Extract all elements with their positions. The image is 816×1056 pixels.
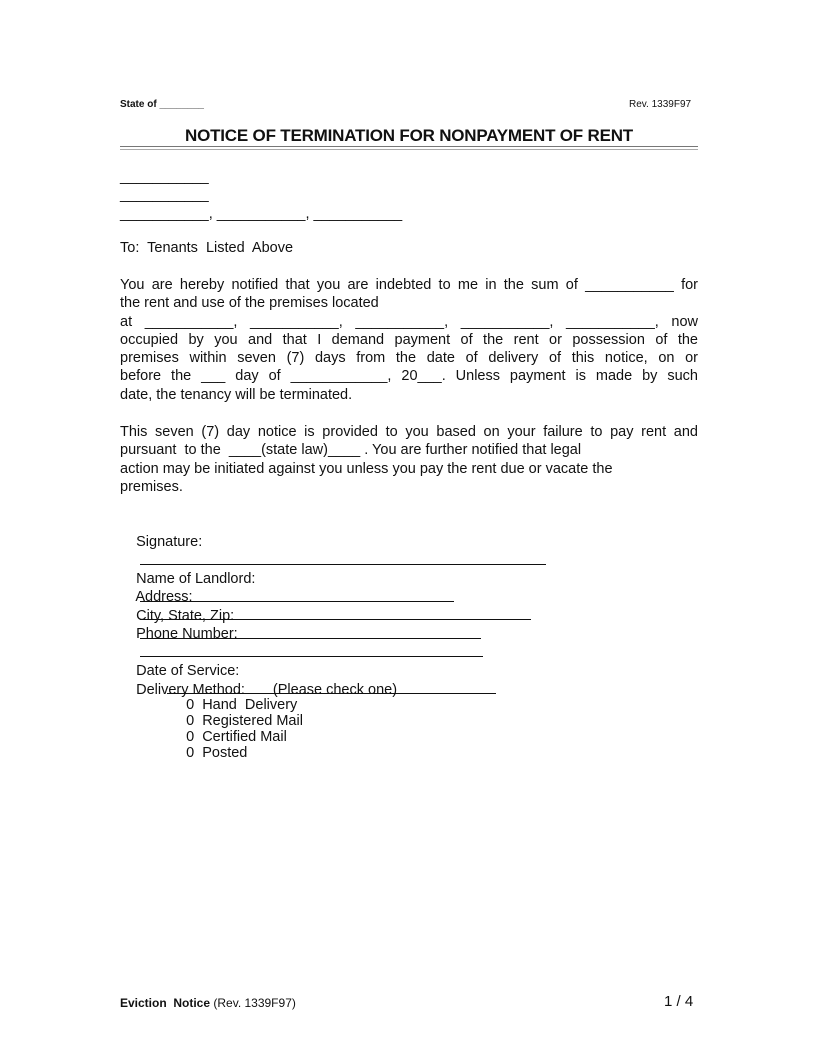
paragraph-line: before the ___ day of ____________, 20___. Unless payment is made by such bbox=[120, 368, 698, 385]
paragraph-line: premises. bbox=[120, 478, 183, 495]
address-line: ___________ bbox=[120, 169, 209, 185]
option-label: Posted bbox=[202, 745, 248, 761]
landlord-name-label: Name of Landlord: bbox=[136, 571, 256, 588]
paragraph-line: This seven (7) day notice is provided to you based on your failure to pay rent and bbox=[120, 424, 698, 440]
paragraph-line: occupied by you and that I demand payment of the rent or possession of the bbox=[120, 331, 698, 348]
paragraph-line: pursuant to the ____(state law)____ . You are further notified that legal bbox=[120, 442, 582, 459]
paragraph-line: at ___________, ___________, ___________, ___________, ___________, now bbox=[120, 313, 698, 330]
checkbox-hand-delivery[interactable]: 0 bbox=[186, 697, 195, 713]
page-number: 1 / 4 bbox=[664, 993, 694, 1010]
document-title: NOTICE OF TERMINATION FOR NONPAYMENT OF RENT bbox=[185, 126, 633, 145]
landlord-city-label: City, State, Zip: bbox=[136, 608, 235, 625]
checkbox-registered-mail[interactable]: 0 bbox=[186, 713, 195, 729]
signature-label: Signature: bbox=[136, 534, 203, 551]
title-rule-top bbox=[120, 146, 698, 147]
footer-title: Eviction Notice bbox=[120, 996, 211, 1010]
footer-document-name bbox=[120, 996, 296, 1010]
address-block bbox=[120, 168, 698, 223]
option-posted[interactable] bbox=[186, 745, 247, 761]
paragraph-line: date, the tenancy will be terminated. bbox=[120, 386, 353, 403]
paragraph-line: premises within seven (7) days from the date of delivery of this notice, on or bbox=[120, 350, 698, 367]
landlord-phone-label: Phone Number: bbox=[136, 626, 238, 643]
option-label: Hand Delivery bbox=[202, 697, 298, 713]
state-field: State of ________ bbox=[120, 99, 204, 110]
option-label: Certified Mail bbox=[202, 729, 287, 745]
landlord-address-label: Address: bbox=[135, 589, 193, 606]
delivery-method-label: Delivery Method: bbox=[136, 682, 245, 699]
footer-revision: (Rev. 1339F97) bbox=[213, 996, 296, 1010]
recipient-text: To: Tenants Listed Above bbox=[120, 240, 294, 256]
option-label: Registered Mail bbox=[202, 713, 303, 729]
revision-number: Rev. 1339F97 bbox=[629, 99, 692, 110]
legal-paragraph bbox=[120, 423, 698, 496]
option-registered-mail[interactable] bbox=[186, 713, 303, 729]
checkbox-certified-mail[interactable]: 0 bbox=[186, 729, 195, 745]
delivery-options bbox=[170, 681, 317, 777]
paragraph-line: the rent and use of the premises located bbox=[120, 295, 379, 312]
recipient-line bbox=[120, 239, 698, 257]
paragraph-line: action may be initiated against you unless you pay the rent due or vacate the bbox=[120, 460, 613, 477]
paragraph-line: You are hereby notified that you are indebted to me in the sum of ___________ for bbox=[120, 277, 698, 293]
notice-paragraph bbox=[120, 276, 698, 404]
service-date-label: Date of Service: bbox=[136, 663, 240, 680]
address-line: ___________, ___________, ___________ bbox=[120, 205, 403, 222]
option-hand-delivery[interactable] bbox=[186, 697, 297, 713]
checkbox-posted[interactable]: 0 bbox=[186, 745, 195, 761]
delivery-method-hint: (Please check one) bbox=[272, 682, 398, 699]
address-line: ___________ bbox=[120, 187, 209, 204]
option-certified-mail[interactable] bbox=[186, 729, 287, 745]
title-rule-bottom bbox=[120, 149, 698, 150]
